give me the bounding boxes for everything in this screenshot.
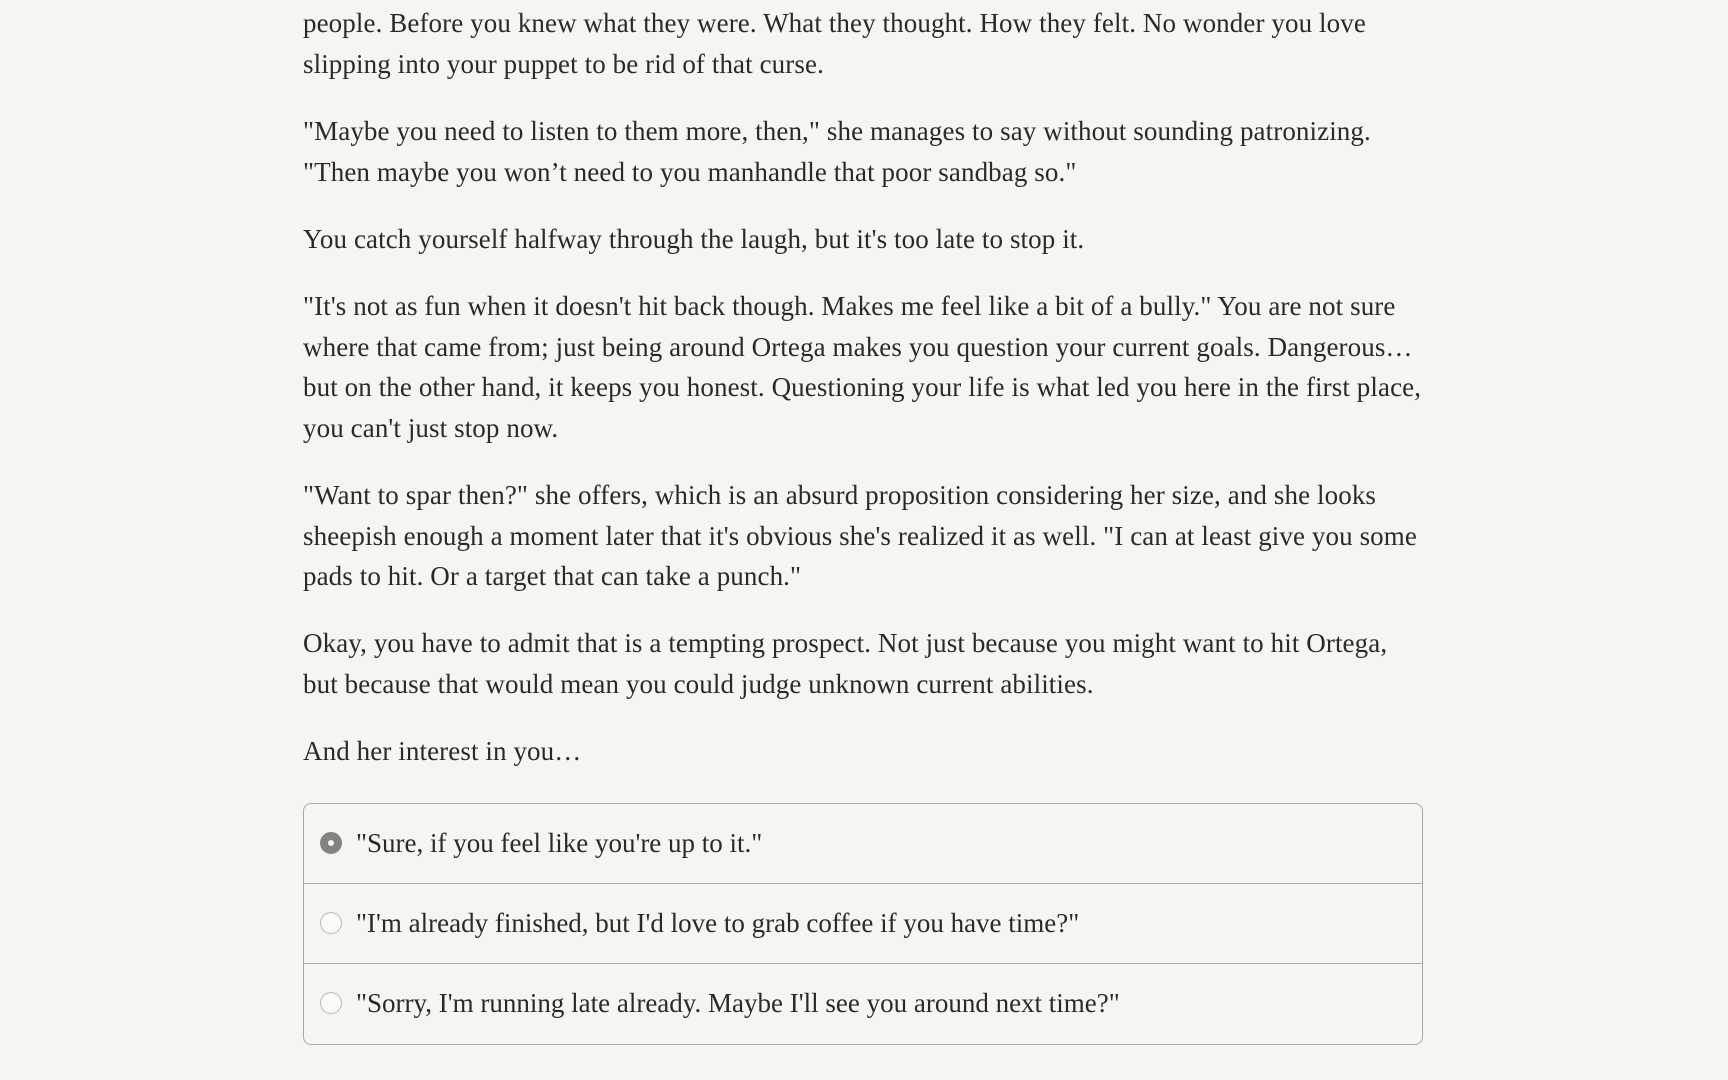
story-paragraph-2: "Maybe you need to listen to them more, then," she manages to say without sounding patronizing. "Then maybe you won’t need to you manhandle that poor sandbag so." [303, 116, 1371, 187]
story-paragraph-1: people. Before you knew what they were. What they thought. How they felt. No wonder you love slipping into your puppet to be rid of that curse. [303, 8, 1366, 79]
choice-label[interactable]: "I'm already finished, but I'd love to grab coffee if you have time?" [356, 908, 1080, 938]
choice-option-2[interactable] [304, 884, 1422, 964]
choice-option-1[interactable] [304, 804, 1422, 884]
choice-option-3[interactable] [304, 964, 1422, 1044]
radio-button-icon[interactable] [320, 832, 342, 854]
story-paragraph-5: "Want to spar then?" she offers, which is an absurd proposition considering her size, and she looks sheepish enough a moment later that it's obvious she's realized it as well. "I can at least give you some pads to hit. Or a target that can take a punch." [303, 480, 1417, 591]
choice-label[interactable]: "Sorry, I'm running late already. Maybe I'll see you around next time?" [356, 988, 1120, 1018]
radio-button-icon[interactable] [320, 912, 342, 934]
story-paragraph-7: And her interest in you… [303, 736, 582, 766]
story-paragraph-3: You catch yourself halfway through the laugh, but it's too late to stop it. [303, 224, 1085, 254]
radio-button-icon[interactable] [320, 992, 342, 1014]
story-paragraph-4: "It's not as fun when it doesn't hit back though. Makes me feel like a bit of a bully." You are not sure where that came from; just being around Ortega makes you question your current goals. Dangerous… but on the other hand, it keeps you honest. Questioning your life is what led you here in the first place, you can't just stop now. [303, 291, 1422, 443]
choice-label[interactable]: "Sure, if you feel like you're up to it." [356, 828, 763, 858]
story-paragraph-6: Okay, you have to admit that is a tempting prospect. Not just because you might want to hit Ortega, but because that would mean you could judge unknown current abilities. [303, 628, 1388, 699]
choice-list [303, 803, 1423, 1045]
